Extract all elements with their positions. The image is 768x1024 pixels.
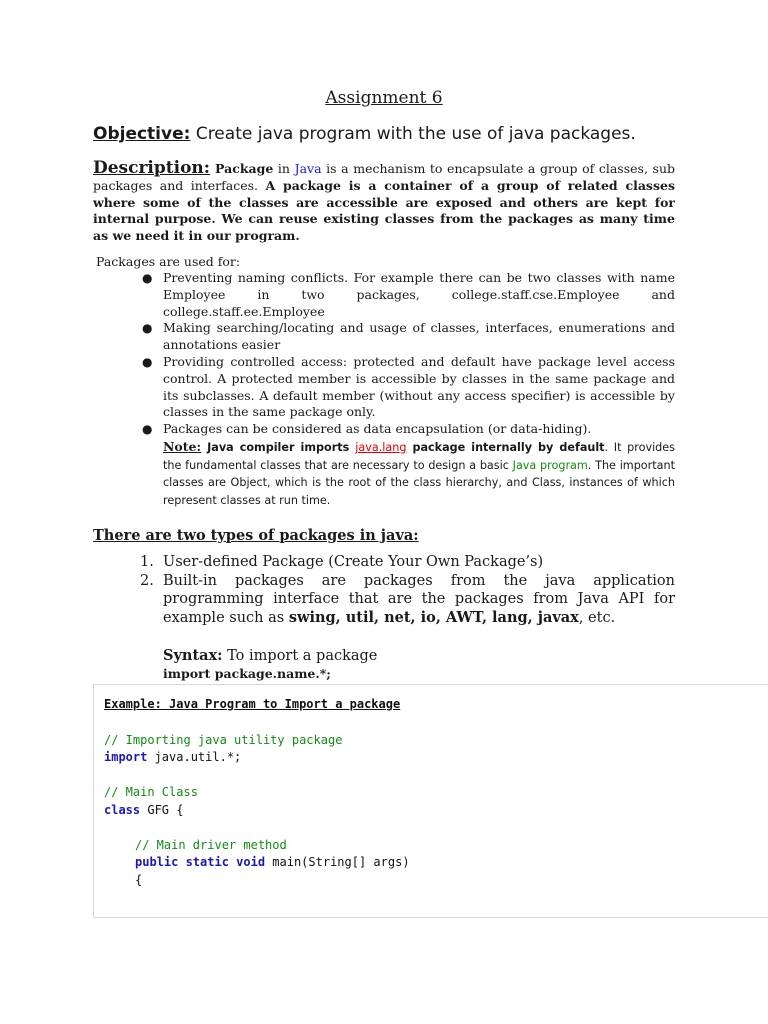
java-lang-link[interactable]: java.lang xyxy=(355,440,407,454)
desc-text-in: in xyxy=(273,161,295,176)
code-example-title: Example: Java Program to Import a package xyxy=(104,697,401,711)
list-number: 2. xyxy=(140,572,154,589)
code-line xyxy=(135,855,410,869)
syntax-text: To import a package xyxy=(222,648,378,664)
code-keyword: public static void xyxy=(135,855,266,869)
code-comment: // Main driver method xyxy=(135,838,287,852)
list-item xyxy=(140,354,675,421)
bullet-icon: ● xyxy=(142,354,153,369)
uses-list xyxy=(140,270,675,509)
java-link[interactable]: Java xyxy=(294,161,322,176)
list-number: 1. xyxy=(140,554,154,570)
syntax-label: Syntax: xyxy=(163,647,223,664)
types-list xyxy=(140,553,675,627)
note-text-1: . It provides the fundamental classes that are necessary to design a basic xyxy=(163,440,675,472)
builtin-packages-names: swing, util, net, io, AWT, lang, javax xyxy=(288,608,579,626)
list-item xyxy=(140,553,675,572)
list-item xyxy=(140,421,675,509)
note-text-2: . The important classes are Object, which is the root of the class hierarchy, and Class, instances of which represent classes at run time. xyxy=(163,458,675,507)
assignment-title: Assignment 6 xyxy=(325,88,443,108)
list-item-text: Making searching/locating and usage of classes, interfaces, enumerations and annotations easier xyxy=(163,320,675,353)
bullet-icon: ● xyxy=(142,321,153,336)
code-keyword: import xyxy=(104,750,148,764)
bullet-icon: ● xyxy=(142,271,153,285)
code-line xyxy=(104,750,241,764)
list-item-text: Providing controlled access: protected and default have package level access control. A protected member is accessible by classes in the same package and its subclasses. A default member (without any access specifier) is accessible by classes in the same package only. xyxy=(163,353,675,420)
code-text: main(String[] args) xyxy=(265,855,410,869)
list-item-text: Preventing naming conflicts. For example there can be two classes with name Employee in two packages, college.staff.cse.Employee and college.staff.ee.Employee xyxy=(163,270,675,319)
import-syntax: import package.name.*; xyxy=(163,666,331,681)
list-item xyxy=(140,320,675,354)
list-item xyxy=(140,270,675,320)
list-item-text: Packages can be considered as data encapsulation (or data-hiding). xyxy=(163,421,592,437)
note-label: Note: xyxy=(163,438,202,454)
code-text: java.util.*; xyxy=(147,750,242,764)
list-item-text: Built-in packages are packages from the java application programming interface that are the packages from Java API for example such as xyxy=(163,572,675,626)
bullet-icon: ● xyxy=(142,422,153,437)
code-comment: // Importing java utility package xyxy=(104,733,343,747)
list-item xyxy=(140,572,675,628)
objective-line xyxy=(93,124,636,144)
note-bold-1: Java compiler imports xyxy=(201,440,356,454)
note-bold-2: package internally by default xyxy=(406,440,605,454)
code-comment: // Main Class xyxy=(104,785,198,799)
code-brace: { xyxy=(135,873,143,887)
desc-text: is a mechanism to encapsulate a group of classes, sub packages and interfaces. xyxy=(93,161,675,193)
code-block xyxy=(93,684,768,918)
code-line xyxy=(104,803,183,817)
uses-intro: Packages are used for: xyxy=(96,254,241,269)
code-text: GFG { xyxy=(140,803,184,817)
objective-text: Create java program with the use of java packages. xyxy=(190,124,636,144)
list-item-tail: , etc. xyxy=(578,609,616,626)
syntax-line xyxy=(163,647,377,664)
description-paragraph xyxy=(93,160,675,245)
types-heading: There are two types of packages in java: xyxy=(93,527,419,544)
note-block xyxy=(163,438,675,509)
objective-label: Objective: xyxy=(93,124,191,144)
description-label: Description: xyxy=(93,158,211,178)
code-keyword: class xyxy=(104,803,141,817)
desc-strong-text: A package is a container of a group of related classes where some of the classes are accessible are exposed and others are kept for internal purpose. We can reuse existing classes from the packages as many time as we need it in our program. xyxy=(93,177,675,244)
package-term: Package xyxy=(210,161,274,176)
list-item-text: User-defined Package (Create Your Own Package’s) xyxy=(163,554,544,570)
java-program-link[interactable]: Java program xyxy=(512,458,588,472)
